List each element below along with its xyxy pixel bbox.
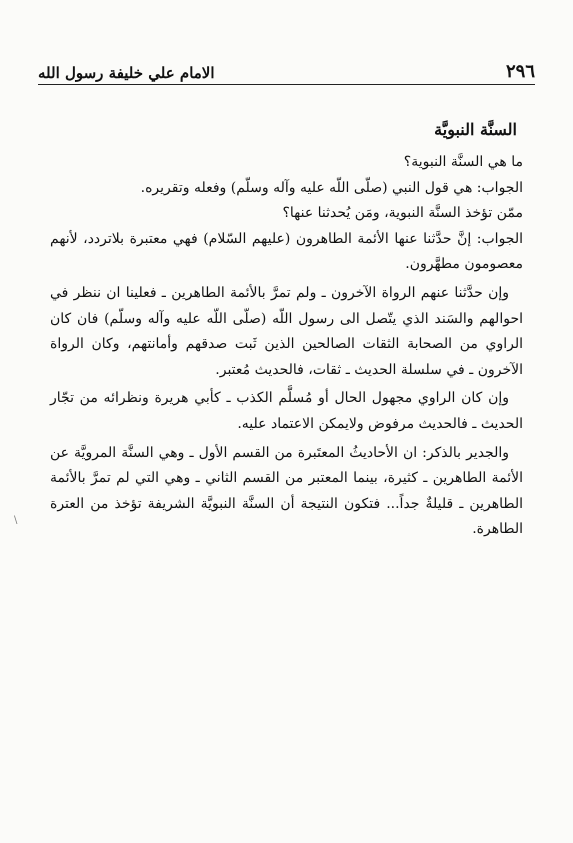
answer-paragraph: الجواب: إنَّ حدَّثنا عنها الأئمة الطاهرون (عليهم السّلام) فهي معتبرة بلاتردد، لأنهم معصومون مطهَّرون. [50,230,523,273]
section-heading: السنَّة النبويَّة [434,120,517,139]
running-title: الامام علي خليفة رسول الله [38,64,215,82]
question-paragraph: ما هي السنَّة النبوية؟ [403,154,523,170]
page-header [38,56,535,82]
body-paragraph: وإن كان الراوي مجهول الحال أو مُسلَّم الكذب ـ كأبي هريرة ونظرائه من تجّار الحديث ـ فالحديث مرفوض ولايمكن الاعتماد عليه. [50,390,523,432]
question-paragraph: ممّن تؤخذ السنَّة النبوية، ومَن يُحدثنا عنها؟ [282,205,523,222]
body-paragraph: والجدير بالذكر: ان الأحاديثُ المعتَبرة من القسم الأول ـ وهي السنَّة المرويَّة عن الأئمة الطاهرين ـ كثيرة، بينما المعتبر من القسم الثاني ـ وهي التي لم تمرَّ بالأئمة الطاهرين ـ قليلةٌ جداً... فتكون النتيجة أن السنَّة النبويَّة الشريفة تؤخذ من العترة الطاهرة. [50,444,523,538]
header-rule [38,84,535,85]
page-body [50,118,523,543]
body-paragraph: وإن حدَّثنا عنهم الرواة الآخرون ـ ولم تمرَّ بالأئمة الطاهرين ـ فعلينا ان ننظر في احوالهم والسَند الذي يتّصل الى رسول اللّه (صلّى اللّه عليه وآله وسلّم) فان كان الراوي من الصحابة الثقات الصالحين الذين ثَبت صدقهم وأمانتهم، وكان الرواة الآخرون ـ في سلسلة الحديث ـ ثقات، فالحديث مُعتبر. [50,284,523,378]
page-number: ٢٩٦ [505,61,535,82]
margin-mark: \ [14,515,18,526]
answer-paragraph: الجواب: هي قول النبي (صلّى اللّه عليه وآله وسلّم) وفعله وتقريره. [140,179,523,196]
